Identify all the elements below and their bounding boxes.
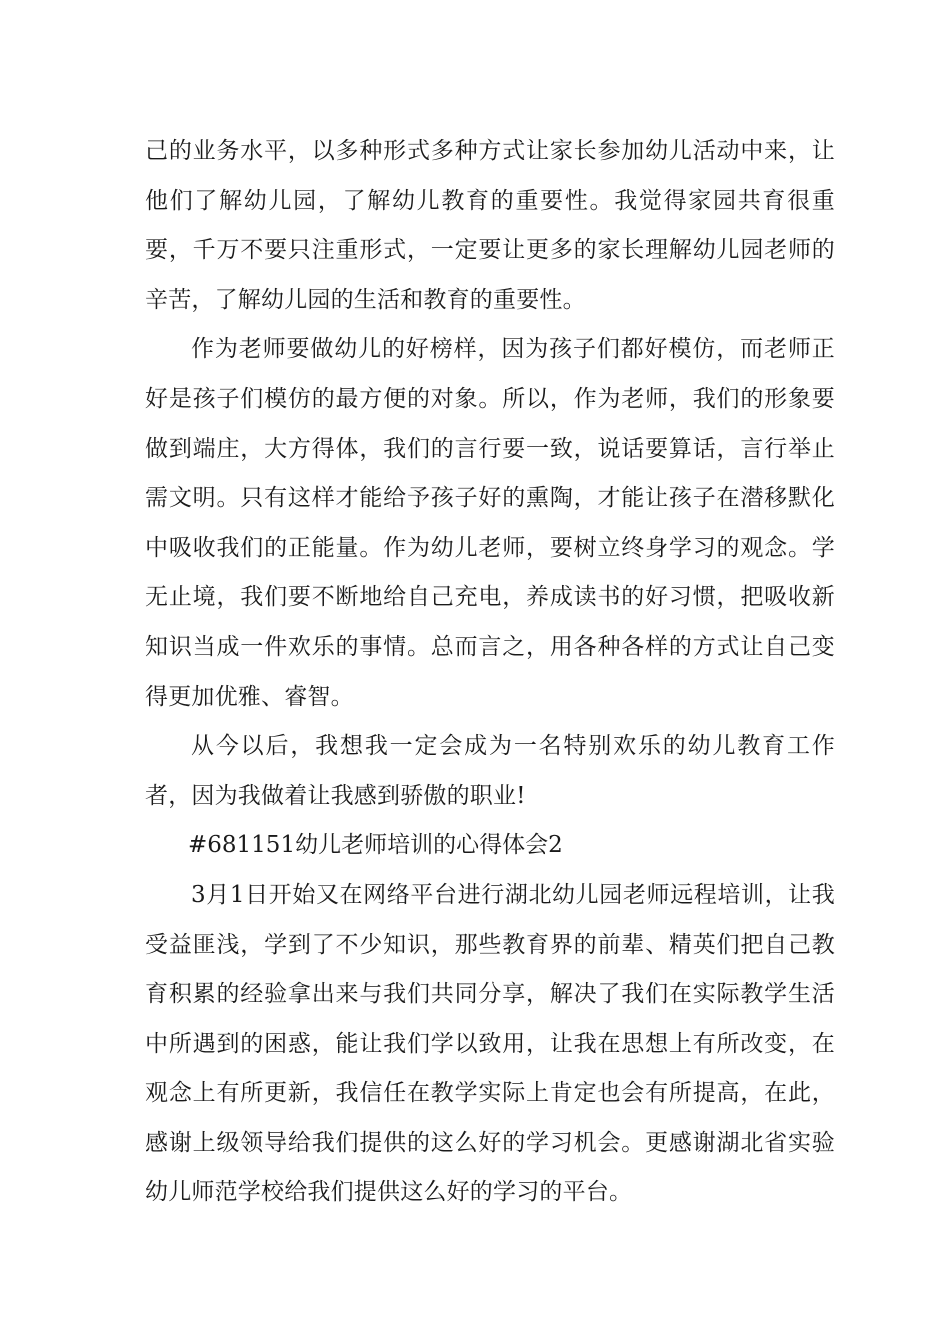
body-paragraph-3: 从今以后，我想我一定会成为一名特别欢乐的幼儿教育工作者，因为我做着让我感到骄傲的职业! (145, 733, 835, 809)
body-paragraph-4: 3月1日开始又在网络平台进行湖北幼儿园老师远程培训，让我受益匪浅，学到了不少知识，那些教育界的前辈、精英们把自己教育积累的经验拿出来与我们共同分享，解决了我们在实际教学生活中所遇到的困惑，能让我们学以致用，让我在思想上有所改变，在观念上有所更新，我信任在教学实际上肯定也会有所提高，在此，感谢上级领导给我们提供的这么好的学习机会。更感谢湖北省实验幼儿师范学校给我们提供这么好的学习的平台。 (145, 881, 835, 1206)
document-page (145, 127, 835, 1218)
body-paragraph-1: 己的业务水平，以多种形式多种方式让家长参加幼儿活动中来，让他们了解幼儿园，了解幼儿教育的重要性。我觉得家园共育很重要，千万不要只注重形式，一定要让更多的家长理解幼儿园老师的辛苦，了解幼儿园的生活和教育的重要性。 (145, 138, 835, 313)
body-paragraph-2: 作为老师要做幼儿的好榜样，因为孩子们都好模仿，而老师正好是孩子们模仿的最方便的对象。所以，作为老师，我们的形象要做到端庄，大方得体，我们的言行要一致，说话要算话，言行举止需文明。只有这样才能给予孩子好的熏陶，才能让孩子在潜移默化中吸收我们的正能量。作为幼儿老师，要树立终身学习的观念。学无止境，我们要不断地给自己充电，养成读书的好习惯，把吸收新知识当成一件欢乐的事情。总而言之，用各种各样的方式让自己变得更加优雅、睿智。 (145, 336, 835, 710)
section-heading: #681151幼儿老师培训的心得体会2 (188, 832, 563, 859)
